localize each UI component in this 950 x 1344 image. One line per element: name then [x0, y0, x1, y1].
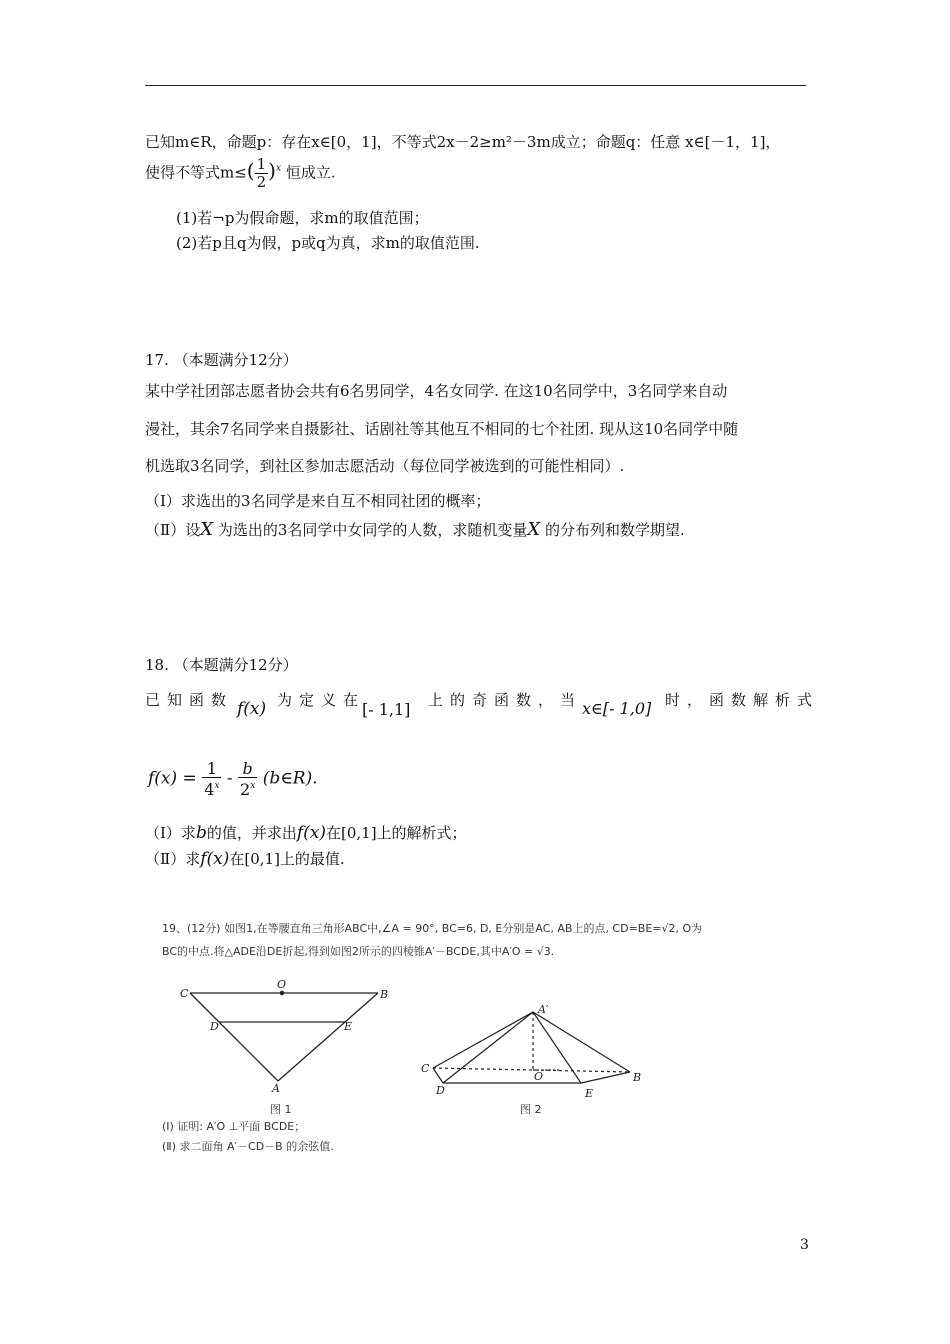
q18-cond: x∈[- 1,0] [582, 699, 652, 718]
q17-line1: 某中学社团部志愿者协会共有6名男同学，4名女同学. 在这10名同学中，3名同学来自动 [145, 382, 728, 400]
fig2-label-C: C [421, 1062, 430, 1075]
figure-1 [190, 991, 378, 1081]
q17-var-x2: X [527, 519, 541, 540]
fig2-edge-CB-hidden [433, 1068, 630, 1072]
q16-part1: (1)若¬p为假命题，求m的取值范围； [176, 209, 429, 227]
fig1-point-O [280, 991, 283, 994]
fig2-edge-AB [533, 1012, 630, 1072]
fig2-edge-AC [433, 1012, 533, 1068]
q17-part2: （Ⅱ）设X 为选出的3名同学中女同学的人数，求随机变量X 的分布列和数学期望. [145, 519, 685, 540]
fig2-edge-EB [581, 1072, 630, 1083]
q16-line2-post: 恒成立. [285, 163, 336, 182]
q18-part1: （Ⅰ）求b的值，并求出f(x)在[0,1]上的解析式； [145, 823, 467, 843]
q18-w3: 上的奇函数，当 [428, 691, 583, 709]
fig1-caption: 图 1 [270, 1103, 292, 1116]
q18-w1: 已知函数 [145, 691, 234, 709]
q18-part2: （Ⅱ）求f(x)在[0,1]上的最值. [145, 849, 345, 869]
q17-line3: 机选取3名同学，到社区参加志愿活动（每位同学被选到的可能性相同）. [145, 457, 625, 475]
q16-fraction: $\frac{1}{2}$ [256, 155, 267, 191]
fig2-label-B: B [633, 1071, 642, 1084]
q18-frac2: $\frac{b}{2^x}$ [240, 759, 256, 799]
q17-part1: （Ⅰ）求选出的3名同学是来自互不相同社团的概率； [145, 492, 491, 510]
fig2-label-D: D [436, 1084, 445, 1097]
q18-w4: 时，函数解析式 [665, 691, 820, 709]
q19-part1: (Ⅰ) 证明: A′O ⊥平面 BCDE； [162, 1120, 306, 1133]
page-number: 3 [800, 1237, 809, 1253]
q19-line1: 19、(12分) 如图1,在等腰直角三角形ABC中,∠A = 90°, BC=6, D, E分别是AC, AB上的点, CD=BE=√2, O为 [162, 922, 703, 935]
q17-line2: 漫社，其余7名同学来自摄影社、话剧社等其他互不相同的七个社团. 现从这10名同学中随 [145, 420, 739, 438]
q16-exponent: x [275, 163, 282, 174]
fig1-line-CA [190, 993, 278, 1081]
q19-line2: BC的中点.将△ADE沿DE折起,得到如图2所示的四棱锥A′－BCDE,其中A′O = √3. [162, 945, 555, 958]
q17-var-x: X [200, 519, 214, 540]
fig1-label-C: C [180, 987, 189, 1000]
q18-w2: 为定义在 [277, 691, 366, 709]
fig2-edge-AD [443, 1012, 533, 1083]
q16-part2: (2)若p且q为假，p或q为真，求m的取值范围. [176, 234, 480, 252]
q18-fx: f(x) [237, 699, 267, 719]
q16-line1: 已知m∈R，命题p：存在x∈[0，1]，不等式2x－2≥m²－3m成立；命题q：任意 x∈[－1，1]， [145, 133, 781, 151]
q18-header: 18. （本题满分12分） [145, 656, 298, 674]
fig1-label-E: E [344, 1020, 353, 1033]
figure-2 [433, 1012, 630, 1083]
q16-line2: 使得不等式m≤( $\frac{1}{2}$ )$^x$ 恒成立. [145, 155, 336, 191]
q18-frac1: $\frac{1}{4^x}$ [204, 759, 220, 799]
fig1-label-D: D [210, 1020, 219, 1033]
q19-part2: (Ⅱ) 求二面角 A′－CD－B 的余弦值. [162, 1140, 334, 1153]
fig1-label-B: B [380, 988, 389, 1001]
q18-formula: f(x) = $\frac{1}{4^x}$ - $\frac{b}{2^x}$ (b∈R). [148, 759, 318, 799]
fig2-edge-CD [433, 1068, 443, 1083]
fig2-label-E: E [585, 1087, 594, 1100]
q18-interval: [- 1,1] [362, 700, 411, 719]
fig2-label-O: O [534, 1070, 544, 1083]
q17-header: 17. （本题满分12分） [145, 351, 298, 369]
fig1-label-O: O [277, 978, 287, 991]
fig1-label-A: A [272, 1082, 280, 1095]
fig2-caption: 图 2 [520, 1103, 542, 1116]
fig1-line-BA [278, 993, 378, 1081]
q16-line2-pre: 使得不等式m≤ [145, 163, 247, 182]
fig2-label-A: A′ [538, 1003, 549, 1016]
